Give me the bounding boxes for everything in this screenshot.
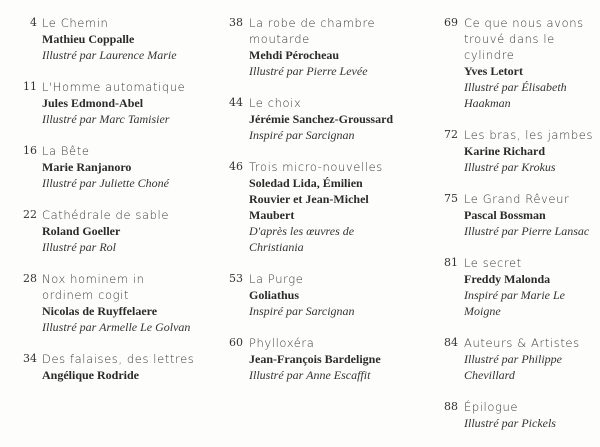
page-number: 69 (444, 16, 458, 29)
illustration-credit: Illustré par Pickels (464, 416, 556, 430)
page-number: 11 (23, 80, 37, 93)
illustration-credit: Illustré par Rol (42, 240, 116, 254)
page-number: 28 (23, 272, 37, 285)
story-title: Trois micro-nouvelles (249, 160, 383, 174)
story-title: Les bras, les jambes (464, 128, 594, 142)
page-number: 88 (444, 400, 458, 413)
illustration-credit: Illustré par Armelle Le Golvan (42, 320, 191, 334)
story-title: Le secret (464, 256, 522, 270)
page-number: 44 (229, 96, 243, 109)
toc-entry[interactable] (215, 271, 415, 319)
illustration-credit: Illustré par Krokus (464, 160, 556, 174)
page-number: 75 (444, 192, 458, 205)
page-number: 81 (444, 256, 458, 269)
story-title: La Purge (249, 272, 304, 286)
toc-entry[interactable] (10, 207, 200, 255)
inspiration-credit: Inspiré par Sarcignan (249, 304, 355, 318)
story-author: Mehdi Pérocheau (249, 48, 340, 62)
toc-entry[interactable] (430, 15, 600, 111)
story-author: Jean-François Bardeligne (249, 352, 381, 366)
page-number: 38 (229, 16, 243, 29)
story-title: Le choix (249, 96, 302, 110)
story-author: Pascal Bossman (464, 208, 546, 222)
illustration-credit: Illustré par Pierre Levée (249, 64, 368, 78)
page-number: 4 (30, 16, 37, 29)
page-number: 72 (444, 128, 458, 141)
toc-entry[interactable] (10, 79, 200, 127)
story-author: Angélique Rodride (42, 368, 140, 382)
story-author: Yves Letort (464, 64, 523, 78)
page-number: 46 (229, 160, 243, 173)
story-author: Jules Edmond-Abel (42, 96, 144, 110)
toc-entry[interactable] (430, 127, 600, 175)
page-number: 53 (229, 272, 243, 285)
story-title: La Bête (42, 144, 90, 158)
illustration-credit: Illustré par Philippe Chevillard (464, 352, 562, 382)
story-author: Goliathus (249, 288, 300, 302)
toc-entry[interactable] (10, 351, 200, 383)
story-author: Roland Goeller (42, 224, 121, 238)
toc-entry[interactable] (10, 15, 200, 63)
toc-entry[interactable] (430, 335, 600, 383)
story-title: Épilogue (464, 400, 519, 414)
story-title: Ce que nous avons trouvé dans le cylindre (464, 16, 584, 62)
story-author: Jérémie Sanchez-Groussard (249, 112, 394, 126)
story-author: Karine Richard (464, 144, 545, 158)
inspiration-credit: D'après les œuvres de Christiania (249, 224, 355, 254)
story-title: Le Chemin (42, 16, 109, 30)
story-author: Mathieu Coppalle (42, 32, 135, 46)
toc-entry[interactable] (430, 399, 600, 431)
page-number: 22 (23, 208, 37, 221)
toc-entry[interactable] (430, 255, 600, 319)
page-number: 84 (444, 336, 458, 349)
inspiration-credit: Inspiré par Sarcignan (249, 128, 355, 142)
story-title: Nox hominem in ordinem cogit (42, 272, 145, 302)
story-author: Freddy Malonda (464, 272, 551, 286)
story-title: L'Homme automatique (42, 80, 186, 94)
toc-entry[interactable] (215, 335, 415, 383)
toc-column-1 (10, 15, 200, 399)
toc-entry[interactable] (430, 191, 600, 239)
toc-entry[interactable] (10, 143, 200, 191)
story-title: Auteurs & Artistes (464, 336, 580, 350)
illustration-credit: Illustré par Élisabeth Haakman (464, 80, 567, 110)
story-author: Nicolas de Ruyffelaere (42, 304, 158, 318)
story-title: Phylloxéra (249, 336, 315, 350)
toc-entry[interactable] (215, 159, 415, 255)
story-author: Marie Ranjanoro (42, 160, 132, 174)
illustration-credit: Illustré par Juliette Choné (42, 176, 169, 190)
page-number: 34 (23, 352, 37, 365)
toc-column-3 (430, 15, 600, 447)
toc-entry[interactable] (10, 271, 200, 335)
toc-entry[interactable] (215, 15, 415, 79)
illustration-credit: Illustré par Laurence Marie (42, 48, 177, 62)
toc-column-2 (215, 15, 415, 399)
illustration-credit: Illustré par Marc Tamisier (42, 112, 170, 126)
story-title: La robe de chambre moutarde (249, 16, 376, 46)
page-number: 60 (229, 336, 243, 349)
story-title: Cathédrale de sable (42, 208, 169, 222)
story-authors: Soledad Lida, Émilien Rouvier et Jean-Michel Maubert (249, 176, 369, 222)
inspiration-credit: Inspiré par Marie Le Moigne (464, 288, 565, 318)
toc-entry[interactable] (215, 95, 415, 143)
illustration-credit: Illustré par Anne Escaffit (249, 368, 371, 382)
story-title: Le Grand Rêveur (464, 192, 570, 206)
page-number: 16 (23, 144, 37, 157)
story-title: Des falaises, des lettres (42, 352, 195, 366)
illustration-credit: Illustré par Pierre Lansac (464, 224, 590, 238)
